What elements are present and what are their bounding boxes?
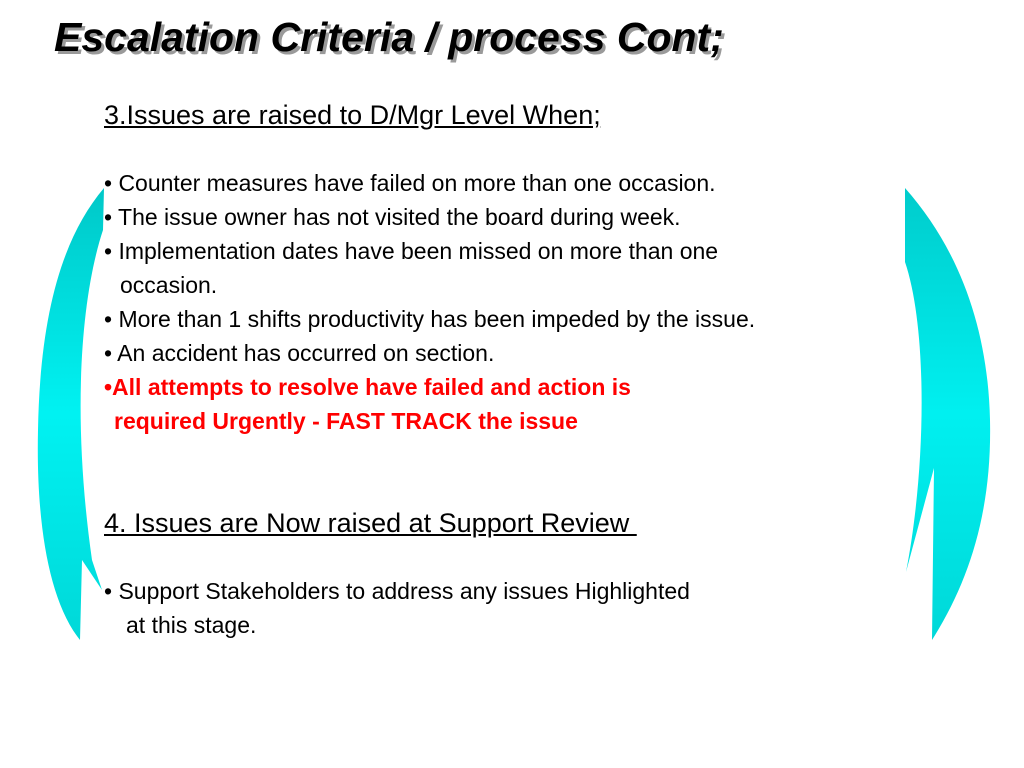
spacer bbox=[104, 472, 934, 506]
section-3-heading: 3.Issues are raised to D/Mgr Level When; bbox=[104, 100, 601, 130]
bullet-fast-track: •All attempts to resolve have failed and action is bbox=[104, 374, 631, 400]
slide-content bbox=[104, 98, 934, 642]
bullet-owner-not-visited: • The issue owner has not visited the board during week. bbox=[104, 204, 681, 230]
bullet-dates-missed: • Implementation dates have been missed on more than one bbox=[104, 238, 719, 264]
bullet-support-stakeholders: • Support Stakeholders to address any issues Highlighted bbox=[104, 578, 690, 604]
slide-title: Escalation Criteria / process Cont; bbox=[54, 14, 724, 60]
bullet-accident: • An accident has occurred on section. bbox=[104, 340, 495, 366]
bullet-fast-track-continued: required Urgently - FAST TRACK the issue bbox=[114, 408, 578, 434]
bullet-support-stakeholders-continued: at this stage. bbox=[126, 612, 257, 638]
spacer bbox=[104, 438, 934, 472]
spacer bbox=[104, 540, 934, 574]
bullet-dates-missed-continued: occasion. bbox=[120, 272, 218, 298]
section-4-heading: 4. Issues are Now raised at Support Review bbox=[104, 508, 637, 538]
bullet-productivity-impeded: • More than 1 shifts productivity has been impeded by the issue. bbox=[104, 306, 756, 332]
left-curved-arrow-icon bbox=[38, 188, 104, 640]
bullet-counter-measures: • Counter measures have failed on more than one occasion. bbox=[104, 170, 716, 196]
spacer bbox=[104, 132, 934, 166]
